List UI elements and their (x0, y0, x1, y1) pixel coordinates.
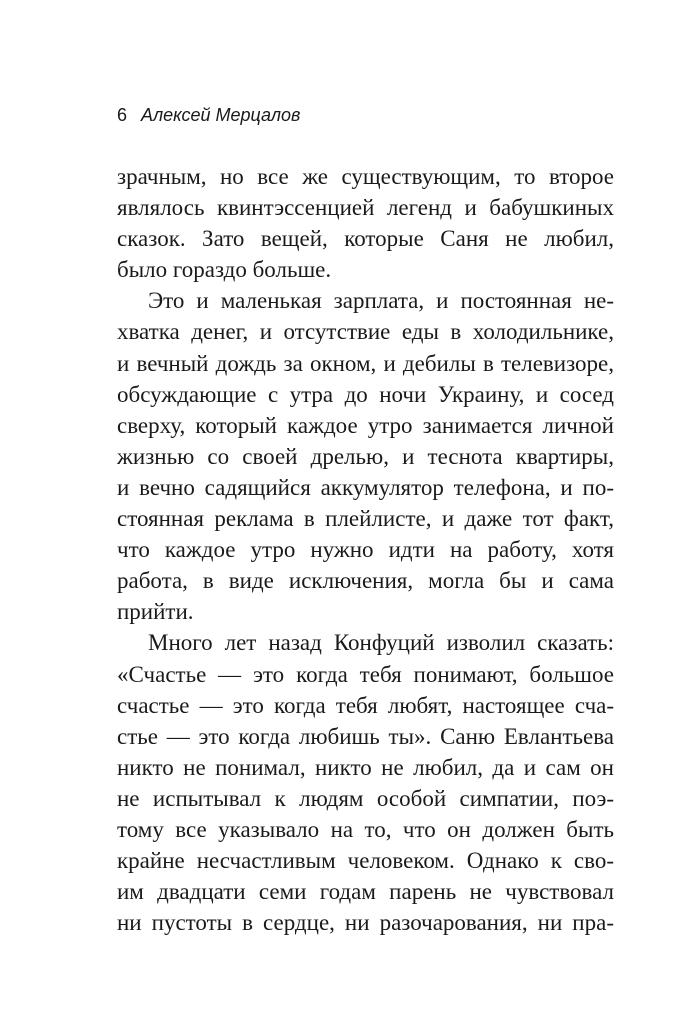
text-line: не испытывал к людям особой симпатии, поэ- (117, 785, 614, 811)
text-line: зрачным, но все же существующим, то второе (117, 164, 614, 189)
paragraph-first-line: Это и маленькая зарплата, и постоянная не- (148, 288, 614, 314)
running-title: Алексей Мерцалов (141, 105, 301, 125)
running-head (117, 103, 300, 127)
text-line: счастье — это когда тебя любят, настоящее сча- (117, 692, 614, 718)
text-line: что каждое утро нужно идти на работу, хотя (117, 537, 614, 563)
text-line: сверху, который каждое утро занимается личной (117, 412, 614, 438)
text-line: обсуждающие с утра до ночи Украину, и сосед (117, 381, 614, 407)
text-line: сказок. Зато вещей, которые Саня не любил, (117, 226, 614, 252)
text-line: и вечно садящийся аккумулятор телефона, и по- (117, 474, 614, 500)
paragraph-first-line: Много лет назад Конфуций изволил сказать: (148, 630, 614, 656)
text-line: крайне несчастливым человеком. Однако к сво- (117, 848, 614, 874)
text-line: и вечный дождь за окном, и дебилы в телевизоре, (117, 350, 614, 376)
text-line: стье — это когда любишь ты». Саню Евлантьева (117, 723, 614, 749)
text-line: прийти. (117, 599, 194, 625)
text-line: стоянная реклама в плейлисте, и даже тот факт, (117, 506, 614, 532)
text-line: им двадцати семи годам парень не чувствовал (117, 879, 614, 905)
text-line: было гораздо больше. (117, 257, 332, 283)
text-line: «Счастье — это когда тебя понимают, большое (117, 661, 614, 687)
text-line: работа, в виде исключения, могла бы и сама (117, 568, 614, 594)
text-line: жизнью со своей дрелью, и теснота квартиры, (117, 443, 614, 469)
body-text (117, 161, 614, 938)
text-line: ни пустоты в сердце, ни разочарования, ни пра- (117, 910, 614, 936)
page-number: 6 (117, 105, 128, 125)
text-line: хватка денег, и отсутствие еды в холодильнике, (117, 319, 614, 345)
text-line: никто не понимал, никто не любил, да и сам он (117, 754, 614, 780)
text-line: являлось квинтэссенцией легенд и бабушкиных (117, 195, 614, 221)
text-line: тому все указывало на то, что он должен быть (117, 816, 614, 842)
